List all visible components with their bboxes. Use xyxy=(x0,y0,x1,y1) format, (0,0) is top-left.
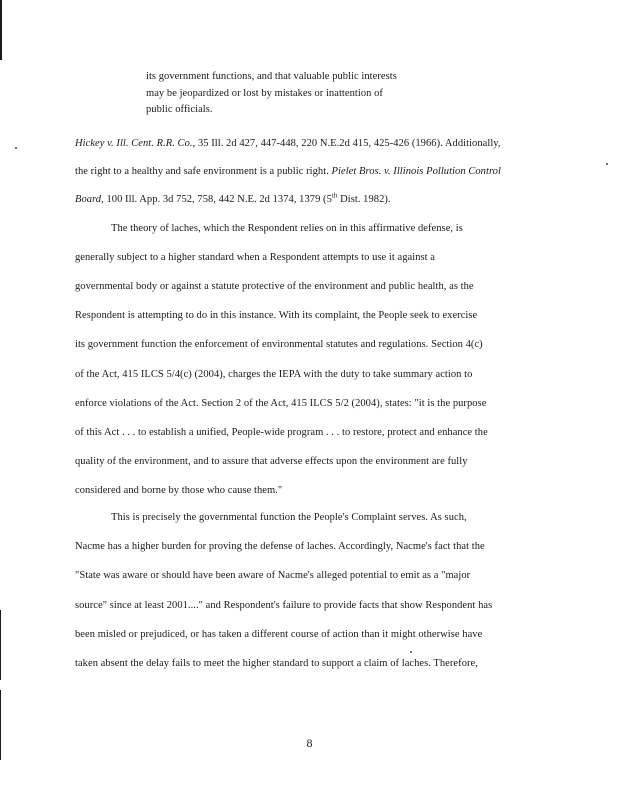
body-line xyxy=(75,166,501,178)
body-line: source" since at least 2001...." and Respondent's failure to provide facts that show Respondent has xyxy=(75,599,493,611)
body-line: of this Act . . . to establish a unified, People-wide program . . . to restore, protect and enhance the xyxy=(75,426,488,438)
scan-speck xyxy=(15,147,17,149)
page-number: 8 xyxy=(306,736,313,750)
body-line: been misled or prejudiced, or has taken a different course of action than it might otherwise have xyxy=(75,628,483,640)
body-line: its government function the enforcement of environmental statutes and regulations. Section 4(c) xyxy=(75,339,483,351)
block-quote-line: public officials. xyxy=(146,104,213,115)
case-citation-name: Hickey v. Ill. Cent. R.R. Co. xyxy=(75,138,193,149)
body-line: generally subject to a higher standard when a Respondent attempts to use it against a xyxy=(75,252,435,264)
case-citation-text: , 35 Ill. 2d 427, 447-448, 220 N.E.2d 415, 425-426 (1966). Additionally, xyxy=(192,138,501,149)
body-line: taken absent the delay fails to meet the higher standard to support a claim of laches. Therefore, xyxy=(75,658,478,669)
body-line: Respondent is attempting to do in this instance. With its complaint, the People seek to exercise xyxy=(75,310,478,322)
body-line: quality of the environment, and to assure that adverse effects upon the environment are fully xyxy=(75,455,468,467)
body-line: This is precisely the governmental function the People's Complaint serves. As such, xyxy=(111,512,467,523)
body-line: Nacme has a higher burden for proving the defense of laches. Accordingly, Nacme's fact that the xyxy=(75,541,485,553)
case-citation-name: Pielet Bros. v. Illinois Pollution Control xyxy=(331,166,501,177)
scan-edge-mark xyxy=(0,0,2,60)
body-line xyxy=(75,191,391,206)
scan-speck xyxy=(410,651,412,653)
superscript: th xyxy=(331,191,338,200)
body-line: The theory of laches, which the Respondent relies on in this affirmative defense, is xyxy=(111,223,463,234)
case-citation-text: , 100 Ill. App. 3d 752, 758, 442 N.E. 2d 1374, 1379 (5 xyxy=(101,194,332,205)
body-line: governmental body or against a statute protective of the environment and public health, as the xyxy=(75,281,474,293)
body-line: of the Act, 415 ILCS 5/4(c) (2004), charges the IEPA with the duty to take summary action to xyxy=(75,368,473,380)
scan-edge-mark xyxy=(0,610,1,680)
body-line: considered and borne by those who cause them." xyxy=(75,484,283,496)
body-text: the right to a healthy and safe environment is a public right. xyxy=(75,166,332,177)
case-citation-name: Board xyxy=(75,194,102,205)
body-line: "State was aware or should have been aware of Nacme's alleged potential to emit as a "major xyxy=(75,570,471,582)
body-line xyxy=(75,138,501,150)
block-quote-line: may be jeopardized or lost by mistakes or inattention of xyxy=(146,88,383,99)
block-quote-line: its government functions, and that valuable public interests xyxy=(146,71,397,82)
case-citation-text: Dist. 1982). xyxy=(337,194,391,205)
body-line: enforce violations of the Act. Section 2 of the Act, 415 ILCS 5/2 (2004), states: "it is the purpose xyxy=(75,397,487,409)
scan-speck xyxy=(606,163,608,165)
